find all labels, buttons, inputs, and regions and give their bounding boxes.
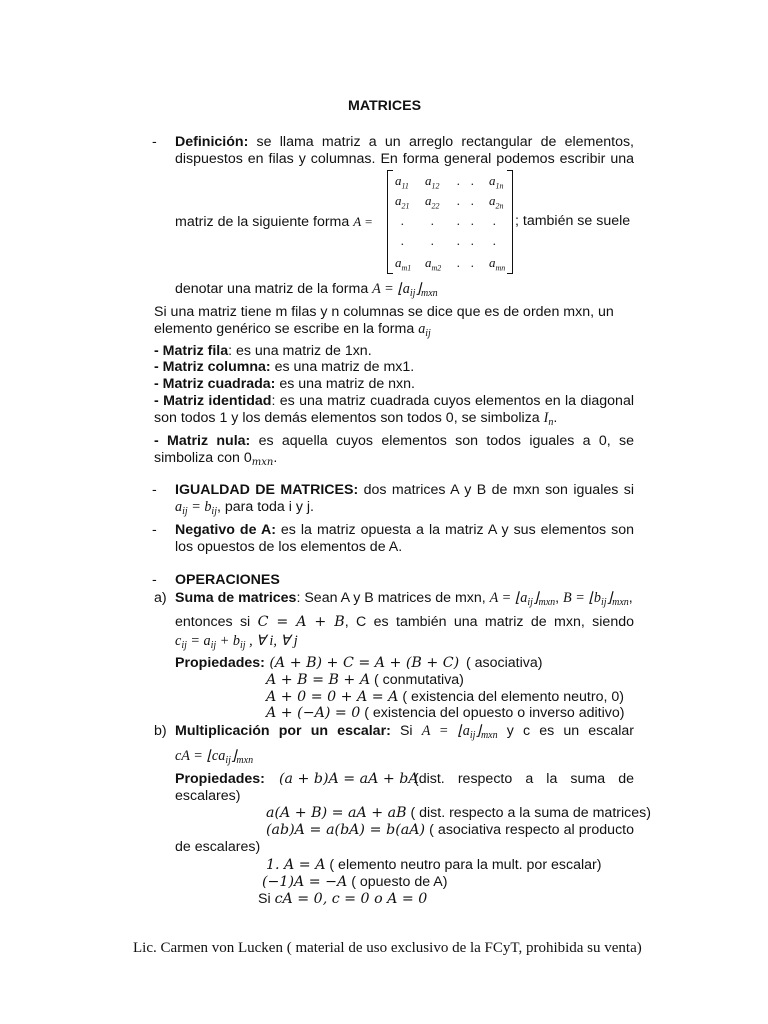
escalar-matrix-close: ⌋ [475,723,481,739]
page-title: MATRICES [348,98,422,114]
generic-element-a: a [418,321,426,337]
general-matrix [387,170,513,274]
prop-commutative-note: ( conmutativa) [370,672,464,688]
matrix-row [393,254,507,274]
matrix-cell: $a_{2n}$ [489,193,504,211]
matriz-columna-label: - Matriz columna: [154,359,271,375]
definition-label: Definición: [175,134,249,150]
generic-element [418,321,431,337]
prop-inverse-formula: A + (−A) = 0 [266,705,361,721]
escalar-matrix-mxn: mxn [480,730,498,741]
matrix-b-open: B = ⌊b [563,590,602,606]
sum-formula: C = A + B [257,614,345,630]
generic-element-ij: ij [425,328,431,339]
negativo-label: Negativo de A: [175,522,276,538]
matrix-row [393,232,507,252]
matriz-identidad-text: : es una matriz cuadrada cuyos elementos en la diagonal [271,393,634,409]
prop-neutral-note: ( existencia del elemento neutro, 0) [398,689,624,705]
matriz-fila [154,343,372,360]
definition-text: se llama matriz a un arreglo rectangular de elementos, [248,134,634,150]
matrix-notation-bracket-close: ⌋ [415,281,421,297]
order-line-2-text: elemento genérico se escribe en la forma [154,321,419,337]
matrix-cell: . [471,233,475,248]
identity-symbol-i: I [543,410,549,426]
escalar-label: Multiplicación por un escalar: [175,723,391,739]
definition-line-3-text: matriz de la siguiente forma [175,214,354,230]
matrix-cell: . [471,213,475,228]
matriz-nula-line-2-text: simboliza con 0 [154,450,252,466]
suma-text: : Sean A y B matrices de mxn, [296,590,490,606]
matriz-cuadrada-label: - Matriz cuadrada: [154,376,276,392]
matriz-identidad-label: - Matriz identidad [154,393,272,409]
escalar-prop-label: Propiedades: [175,771,265,787]
matrix-cell: . [457,173,461,188]
matrix-cell: . [471,173,475,188]
sum-a-ij: ij [210,640,217,651]
matrix-eq-label: A = [353,214,373,229]
escalar-line-1 [175,723,634,744]
bullet-dash: - [152,572,157,588]
suma-prop-label: Propiedades: [175,655,265,671]
order-line-1: Si una matriz tiene m filas y n columnas se dice que es de orden mxn, un [154,304,614,320]
escalar-product-open: cA = ⌊ca [175,748,226,764]
matrix-cell: . [457,233,461,248]
escalar-product-close: ⌋ [230,748,237,764]
matrix-a-notation [490,590,556,606]
operaciones-heading: OPERACIONES [175,572,280,588]
suma-prop-2 [266,672,464,689]
bprop-neutral-formula: 1. A = A [266,857,326,873]
bprop-dist-scalar-formula: (a + b)A = aA + bA [279,771,419,787]
suma-end: , [628,590,633,606]
matrix-cell: . [493,233,497,248]
definition-line-4-text: denotar una matriz de la forma [175,281,373,297]
equality-ij-2: ij [211,506,217,517]
bullet-dash: - [152,522,157,538]
igualdad-text: dos matrices A y B de mxn son iguales si [358,482,634,498]
matriz-identidad [154,393,634,410]
bprop-opposite-formula: (−1)A = −A [262,874,348,890]
matriz-nula-label: - Matriz nula: [154,433,251,449]
definition-line-3-end: ; también se suele [515,213,631,229]
matriz-identidad-end: . [553,410,558,426]
matrix-cell: $a_{22}$ [425,193,440,211]
escalar-product-mxn: mxn [236,755,254,766]
matrix-b-notation [563,590,629,606]
bprop-dist-matrix-formula: a(A + B) = aA + aB [266,805,407,821]
suma-line-3 [175,633,298,654]
matrix-cell: . [471,255,475,270]
matriz-fila-text: : es una matriz de 1xn. [228,343,372,359]
negativo-line-1 [175,522,634,539]
matrix-cell: $a_{21}$ [395,193,410,211]
definition-line-1 [175,134,634,151]
matrix-cell: . [493,213,497,228]
suma-comma: , [555,590,564,606]
escalar-prop-1-formula [279,771,419,788]
equality-a: a [175,499,183,515]
matriz-cuadrada-text: es una matriz de nxn. [275,376,415,392]
escalar-matrix-notation [422,723,498,739]
negativo-text: es la matriz opuesta a la matriz A y sus elementos son [275,522,634,538]
bprop-dist-matrix-note: ( dist. respecto a la suma de matrices) [406,805,651,821]
matrix-cell: . [457,193,461,208]
bprop-assoc-note: ( asociativa respecto al producto [425,822,634,838]
definition-line-4 [175,281,438,302]
bprop-zero-si: Si [258,891,275,907]
sum-a: = a [186,633,211,649]
matrix-notation-mxn: mxn [420,288,438,299]
matrix-cell: . [401,213,405,228]
equality-b: = b [187,499,212,515]
matrix-cell: . [457,213,461,228]
matriz-nula [154,433,634,450]
escalar-prop-1-line-2: escalares) [175,788,241,804]
sum-c: c [175,633,182,649]
matriz-columna-text: es una matriz de mx1. [270,359,415,375]
identity-symbol [544,410,554,426]
prop-neutral-formula: A + 0 = 0 + A = A [266,689,399,705]
escalar-prop-2 [266,805,651,822]
negativo-line-2: los opuestos de los elementos de A. [175,539,403,555]
matrix-a-ij: ij [527,597,533,608]
zero-matrix-subscript: mxn [251,457,274,468]
order-line-2 [154,321,431,342]
identity-symbol-n: n [548,417,554,428]
matrix-notation-bracket: ⌊a [397,281,410,297]
prop-commutative-formula: A + B = B + A [266,672,371,688]
escalar-text: y c es un escalar [506,723,634,739]
matrix-cell: . [457,255,461,270]
sum-c-ij: ij [181,640,187,651]
escalar-prop-1 [175,771,265,788]
bullet-dash: - [152,482,157,498]
matrix-notation-ij: ij [409,288,416,299]
escalar-prop-6 [258,891,427,908]
matriz-identidad-line-2-text: son todos 1 y los demás elementos son todos 0, se simboliza [154,410,544,426]
matrix-notation [372,281,438,297]
matrix-cell: $a_{12}$ [425,173,440,191]
matrix-a-open: A = ⌊a [489,590,528,606]
definition-line-3 [175,213,373,231]
prop-associative-formula: (A + B) + C = A + (B + C) [264,655,460,671]
matrix-cell: $a_{1n}$ [489,173,504,191]
bprop-opposite-note: ( opuesto de A) [347,874,448,890]
bprop-zero-formula: cA = 0, c = 0 o A = 0 [274,891,428,907]
list-marker-a: a) [154,590,167,606]
suma-label: Suma de matrices [175,590,297,606]
matrix-a-close: ⌋ [532,590,539,606]
matriz-nula-text: es aquella cuyos elementos son todos iguales a 0, se [250,433,634,449]
igualdad-label: IGUALDAD DE MATRICES: [175,482,359,498]
equality-ij: ij [182,506,188,517]
igualdad-line-2 [175,499,314,520]
prop-inverse-note: ( existencia del opuesto o inverso aditivo) [360,705,625,721]
matrix-right-bracket [507,170,513,274]
matrix-cell: . [431,213,435,228]
list-marker-b: b) [154,723,167,739]
matrix-row [393,212,507,232]
escalar-prop-4 [266,857,601,874]
sum-b: + b [216,633,240,649]
matrix-notation-a: A = [372,281,398,297]
escalar-prop-5 [262,874,447,891]
escalar-si: Si [399,723,413,739]
suma-line-2-rest: , C es también una matriz de mxn, siendo [344,614,634,630]
escalar-prop-3-line-2: de escalares) [175,839,261,855]
matrix-cell: . [471,193,475,208]
matrix-cell: $a_{m1}$ [395,255,412,273]
matrix-row [393,172,507,192]
matriz-nula-end: . [273,450,278,466]
matriz-fila-label: - Matriz fila [154,343,229,359]
matriz-cuadrada [154,376,415,393]
matrix-cell: $a_{mn}$ [489,255,506,273]
escalar-product-ij: ij [225,755,231,766]
matrix-row [393,192,507,212]
matriz-nula-line-2 [154,450,277,471]
escalar-prop-3 [266,822,634,839]
bprop-neutral-note: ( elemento neutro para la mult. por escalar) [325,857,602,873]
matrix-cell: . [431,233,435,248]
escalar-line-2 [175,748,253,769]
suma-prop-1-note: ( asociativa) [466,655,543,671]
matrix-b-close: ⌋ [606,590,613,606]
matrix-cell: $a_{11}$ [395,173,409,191]
bprop-assoc-formula: (ab)A = a(bA) = b(aA) [266,822,426,838]
igualdad-line-1 [175,482,634,499]
matriz-identidad-line-2 [154,410,557,431]
escalar-prop-1-note: (dist. respecto a la suma de [414,771,634,787]
matriz-columna [154,359,414,376]
bullet-dash: - [152,134,157,150]
igualdad-line-2-text: , para toda i y j. [216,499,314,515]
escalar-matrix-ij: ij [469,730,476,741]
matrix-a-mxn: mxn [538,597,556,608]
escalar-matrix-open: A = ⌊a [421,723,470,739]
suma-line-2-text: entonces si [175,614,258,630]
page-footer: Lic. Carmen von Lucken ( material de uso exclusivo de la FCyT, prohibida su venta) [133,940,642,956]
suma-line-2 [175,614,634,631]
matrix-b-mxn: mxn [612,597,629,608]
sum-forall: , ∀ i, ∀ j [245,633,298,649]
equality-condition [175,499,217,515]
sum-b-ij: ij [239,640,246,651]
matrix-cell: $a_{m2}$ [425,255,442,273]
suma-line-1 [175,590,633,611]
suma-prop-1 [175,655,459,672]
suma-prop-4 [266,705,624,722]
suma-prop-3 [266,689,624,706]
matrix-cell: . [401,233,405,248]
matrix-b-ij: ij [601,597,607,608]
definition-line-2: dispuestos en filas y columnas. En forma general podemos escribir una [175,151,634,167]
